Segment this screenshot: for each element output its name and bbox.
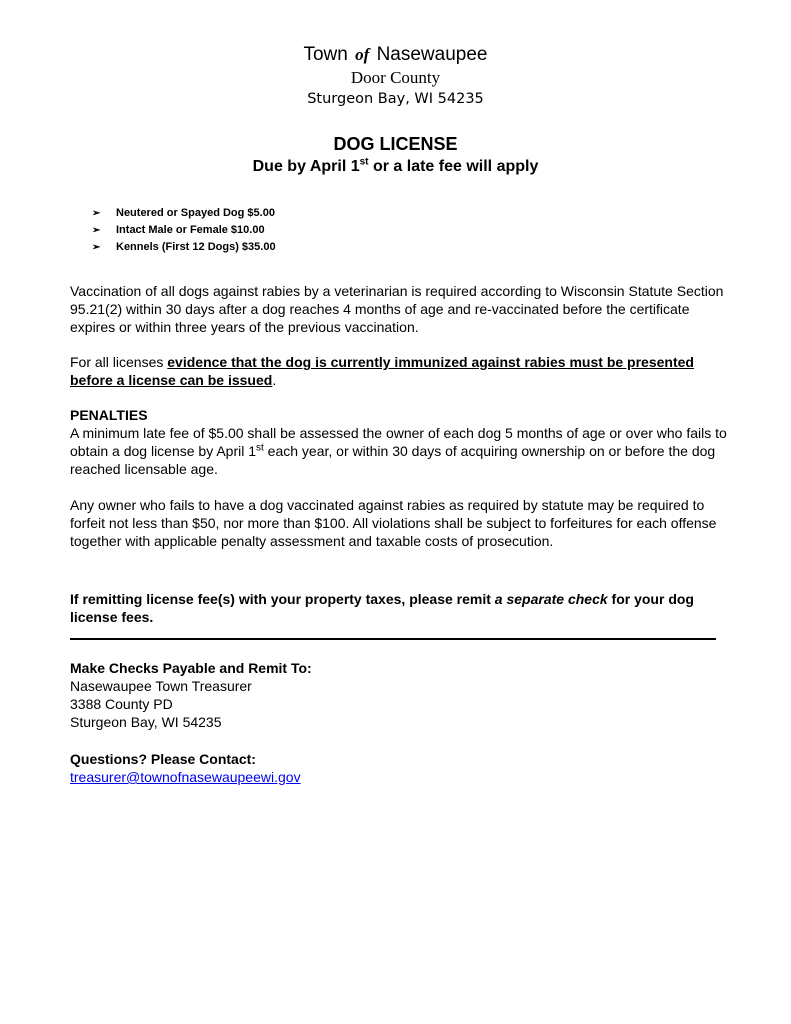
late-fee-pre: A minimum late fee of $5.00 shall be assessed the owner of each dog 5 months of age or over who fails to obtain a dog license by April 1 (70, 425, 727, 459)
arrow-bullet-icon: ➢ (92, 225, 101, 236)
late-fee-sup: st (256, 442, 264, 454)
fee-label: Kennels (First 12 Dogs) $35.00 (116, 241, 276, 253)
vaccination-paragraph: Vaccination of all dogs against rabies by a veterinarian is required according to Wisconsin Statute Section 95.21(2) within 30 days after a dog reaches 4 months of age and re-vaccinated before the certificate expires or within three years of the previous vaccination. (70, 283, 724, 335)
fee-item-neutered (92, 205, 276, 222)
fee-item-kennels (92, 239, 276, 256)
penalties-heading: PENALTIES (70, 407, 148, 423)
evidence-paragraph (70, 353, 730, 389)
late-fee-post: each year, or within 30 days of acquiring ownership on or before the dog reached licensable age. (70, 443, 716, 477)
remit-note-emphasis: a separate check (494, 591, 608, 607)
late-fee-paragraph (70, 424, 730, 478)
horizontal-divider (70, 638, 716, 640)
remit-heading: Make Checks Payable and Remit To: (70, 660, 312, 676)
forfeit-paragraph: Any owner who fails to have a dog vaccinated against rabies as required by statute may be required to forfeit not less than $50, nor more than $100. All violations shall be subject to forfeitures for each offense together with applicable penalty assessment and taxable costs of prosecution. (70, 497, 717, 549)
arrow-bullet-icon: ➢ (92, 242, 101, 253)
town-name-line (0, 43, 791, 67)
fee-item-intact (92, 222, 276, 239)
subtitle-pre: Due by April 1 (252, 158, 360, 175)
evidence-pre: For all licenses (70, 354, 168, 370)
town-of-word: of (355, 45, 370, 64)
fee-label: Neutered or Spayed Dog $5.00 (116, 207, 275, 219)
fee-list (92, 205, 276, 256)
county-name: Door County (350, 68, 441, 87)
contact-heading: Questions? Please Contact: (70, 751, 256, 767)
remit-note-paragraph (70, 590, 730, 626)
contact-email-link[interactable]: treasurer@townofnasewaupeewi.gov (70, 769, 301, 785)
subtitle-post: or a late fee will apply (368, 158, 539, 175)
evidence-emphasis: evidence that the dog is currently immunized against rabies must be presented before a license can be issued (70, 354, 694, 388)
fee-label: Intact Male or Female $10.00 (116, 224, 265, 236)
subtitle-sup: st (359, 156, 369, 168)
document-title: DOG LICENSE (333, 134, 458, 154)
evidence-post: . (272, 372, 277, 388)
town-prefix: Town (303, 44, 348, 65)
remit-note-post: for your dog license fees. (70, 591, 694, 625)
town-name: Nasewaupee (376, 44, 488, 65)
due-date-subtitle (0, 156, 791, 178)
remit-address-line-3: Sturgeon Bay, WI 54235 (70, 714, 222, 730)
remit-note-pre: If remitting license fee(s) with your property taxes, please remit (70, 591, 495, 607)
arrow-bullet-icon: ➢ (92, 208, 101, 219)
remit-address-line-1: Nasewaupee Town Treasurer (70, 678, 252, 694)
remit-address-line-2: 3388 County PD (70, 696, 173, 712)
city-line: Sturgeon Bay, WI 54235 (307, 91, 484, 107)
